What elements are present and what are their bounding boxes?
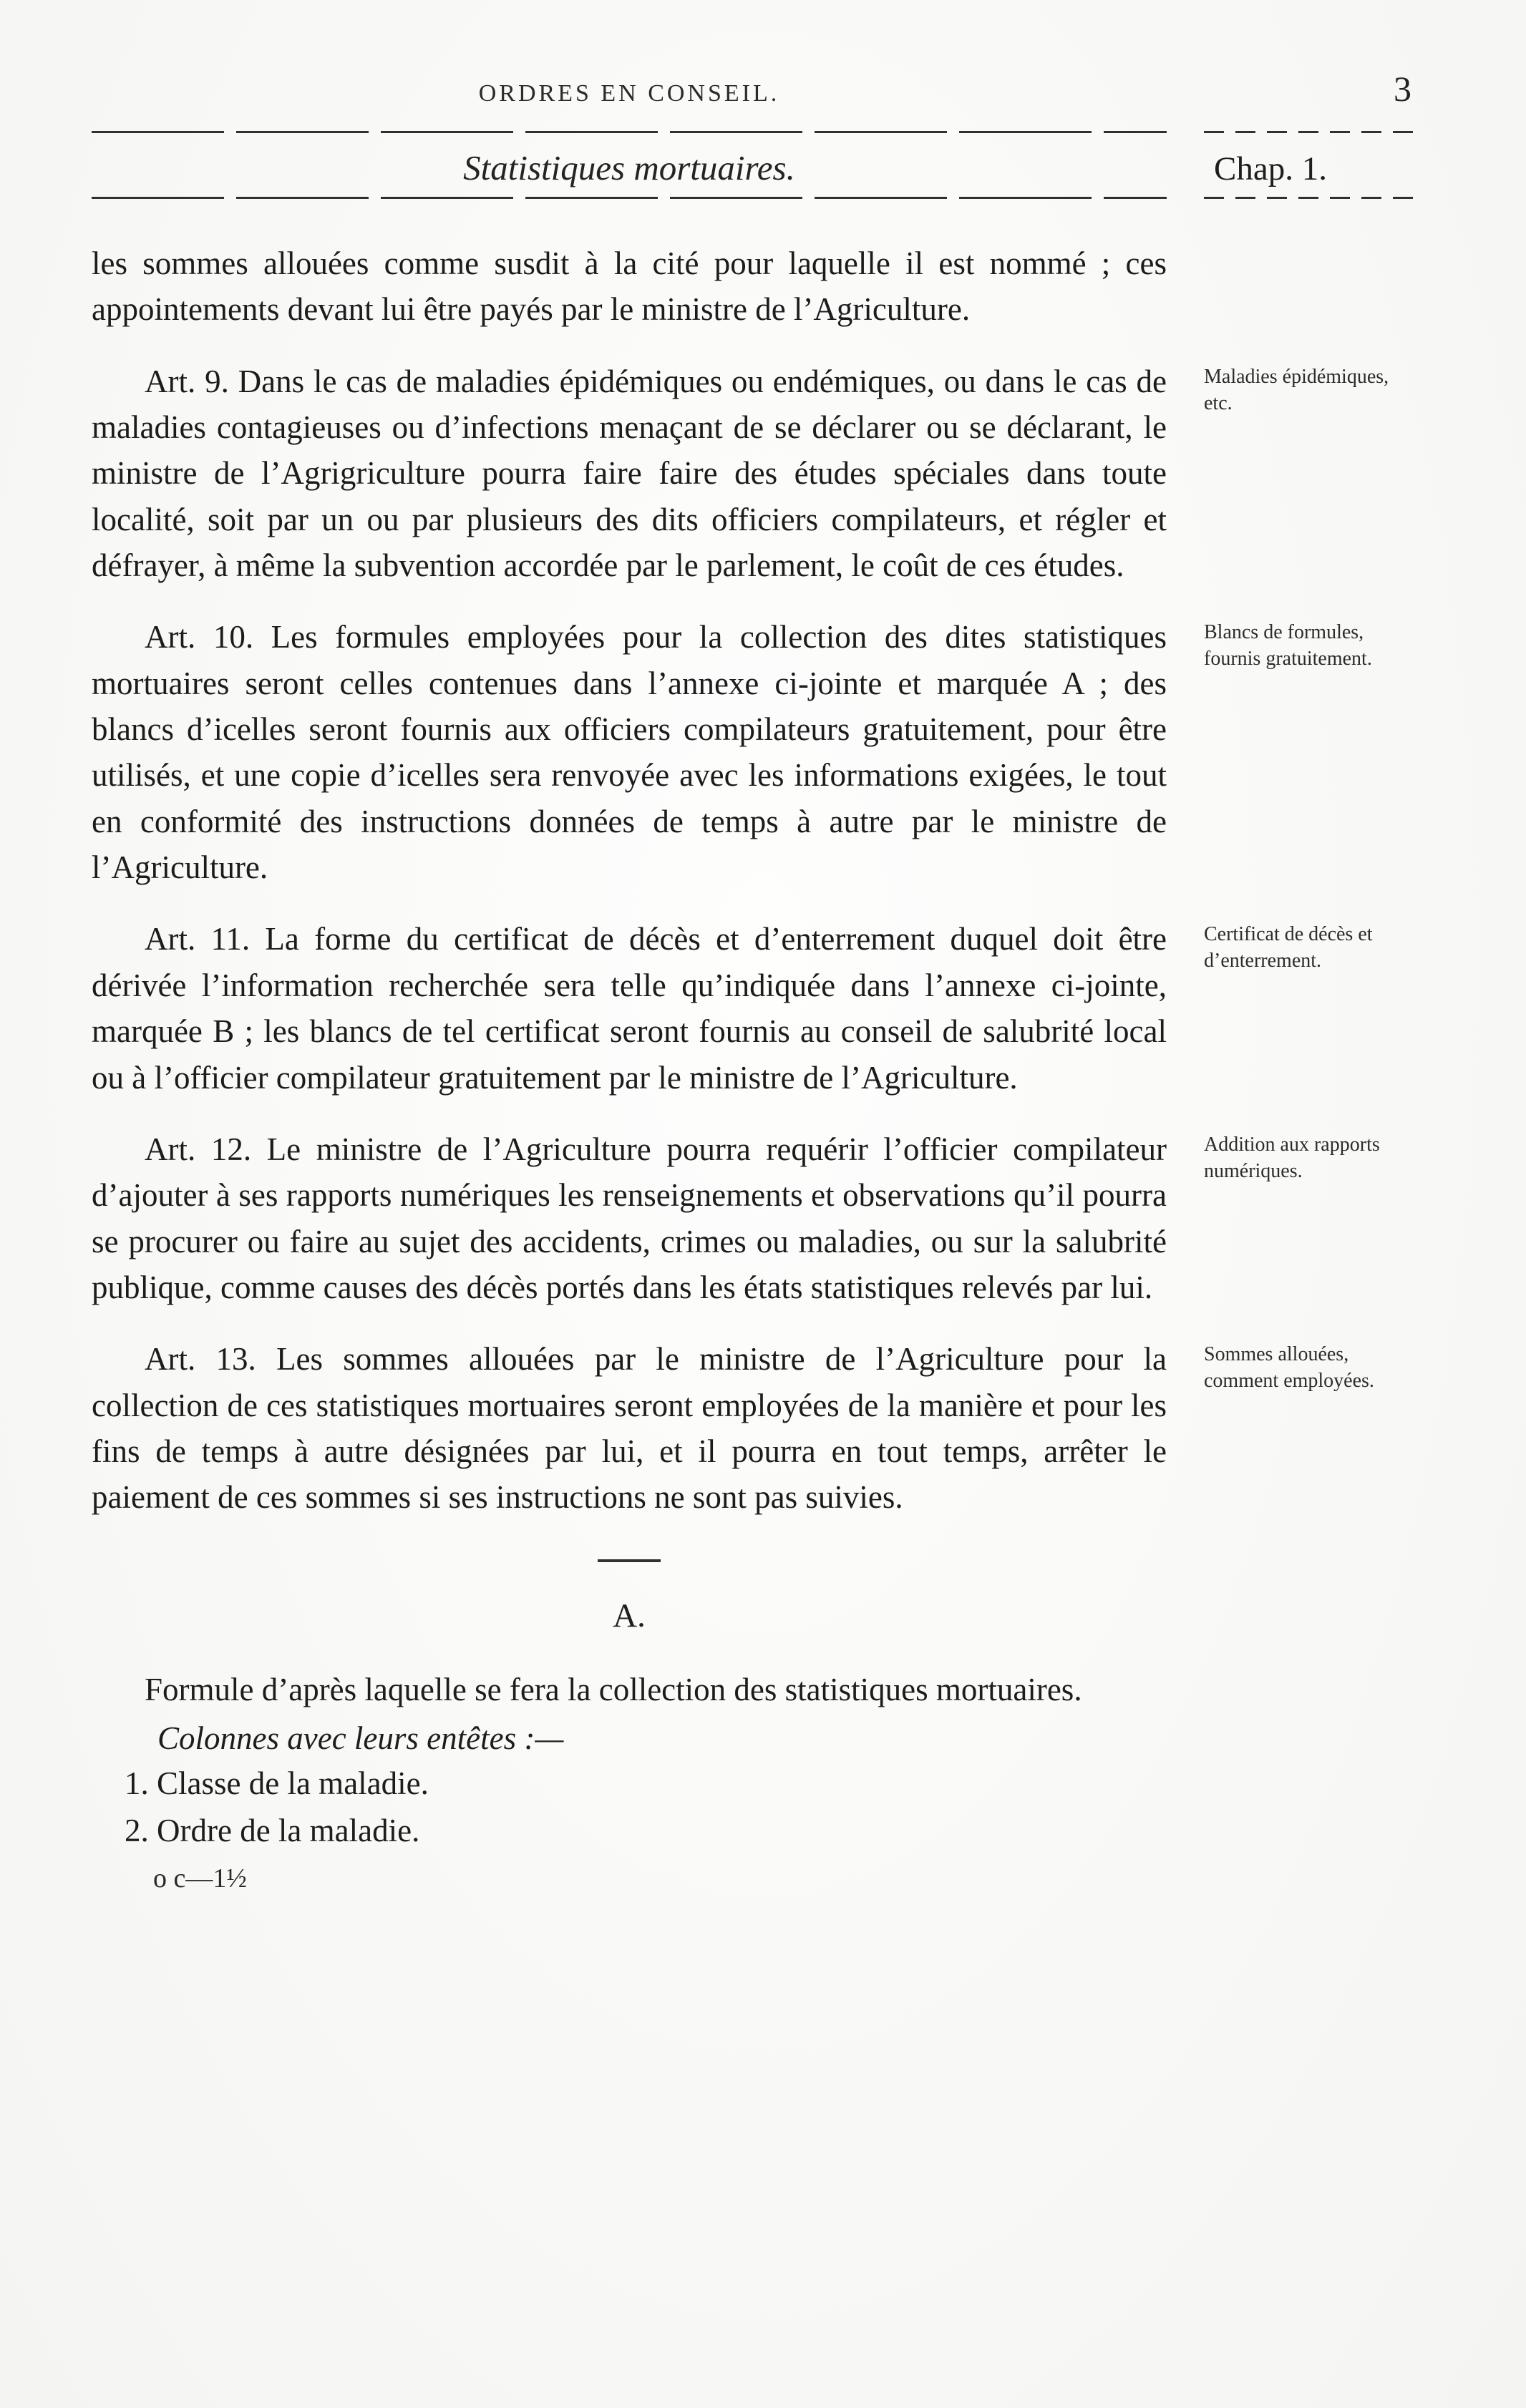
top-rule-main-segment bbox=[92, 131, 1167, 133]
margin-note bbox=[1204, 240, 1419, 333]
top-rule-right-segment bbox=[1204, 131, 1419, 133]
annex-section bbox=[92, 1546, 1419, 1895]
margin-note: Maladies épidémiques, etc. bbox=[1204, 365, 1389, 414]
margin-note: Blancs de formules, fournis gratuitement. bbox=[1204, 621, 1372, 671]
subheader-rule bbox=[92, 197, 1419, 199]
paragraph-row bbox=[92, 916, 1419, 1100]
document-body bbox=[92, 240, 1419, 1894]
paragraph-art-12: Art. 12. Le ministre de l’Agriculture pourra requérir l’officier compilateur d’ajouter à ses rapports numériques les renseignements et observations qu’il pourra se procurer ou faire au sujet des accidents, crimes ou maladies, ou sur la salubrité publique, comme causes des décès portés dans les états statistiques relevés par lui. bbox=[92, 1131, 1167, 1305]
margin-note: Addition aux rapports numériques. bbox=[1204, 1133, 1380, 1182]
margin-note: Sommes allouées, comment employées. bbox=[1204, 1343, 1374, 1393]
list-item-2: 2. Ordre de la maladie. bbox=[125, 1813, 420, 1849]
page-header bbox=[92, 68, 1419, 109]
paragraph-art-11: Art. 11. La forme du certificat de décès et d’enterrement duquel doit être dérivée l’information recherchée sera telle qu’indiquée dans l’annexe ci-jointe, marquée B ; les blancs de tel certificat seront fournis au conseil de salubrité local ou à l’officier compilateur gratuitement par le ministre de l’Agriculture. bbox=[92, 921, 1167, 1096]
paragraph-art-10: Art. 10. Les formules employées pour la collection des dites statistiques mortuaires seront celles contenues dans l’annexe ci-jointe et marquée A ; des blancs d’icelles seront fournis aux officiers compilateurs gratuitement, pour être utilisés, et une copie d’icelles sera renvoyée avec les informations exigées, le tout en conformité des instructions données de temps à autre par le ministre de l’Agriculture. bbox=[92, 619, 1167, 886]
subheader-rule-main-segment bbox=[92, 197, 1167, 199]
paragraph-art-9: Art. 9. Dans le cas de maladies épidémiques ou endémiques, ou dans le cas de maladies contagieuses ou d’infections menaçant de se déclarer ou se déclarant, le ministre de l’Agrigriculture pourra faire faire des études spéciales dans toute localité, soit par un ou par plusieurs des dits officiers compilateurs, et régler et défrayer, à même la subvention accordée par le parlement, le coût de ces études. bbox=[92, 363, 1167, 584]
section-divider-rule bbox=[598, 1559, 661, 1562]
paragraph-art-13: Art. 13. Les sommes allouées par le ministre de l’Agriculture pour la collection de ces statistiques mortuaires seront employées de la manière et pour les fins de temps à autre désignées par lui, et il pourra en tout temps, arrêter le paiement de ces sommes si ses instructions ne sont pas suivies. bbox=[92, 1341, 1167, 1516]
paragraph-row bbox=[92, 240, 1419, 333]
chapter-label: Chap. 1. bbox=[1214, 150, 1327, 187]
running-title: Statistiques mortuaires. bbox=[463, 148, 795, 187]
page-number: 3 bbox=[1394, 69, 1411, 109]
columns-heading: Colonnes avec leurs entêtes :— bbox=[157, 1720, 564, 1756]
margin-note: Certificat de décès et d’enterrement. bbox=[1204, 923, 1373, 973]
subheader-rule-right-segment bbox=[1204, 197, 1419, 199]
annex-margin-column bbox=[1204, 1546, 1419, 1895]
header-title: ORDRES EN CONSEIL. bbox=[478, 80, 780, 107]
subheader bbox=[92, 147, 1419, 188]
printer-signature-mark: o c—1½ bbox=[153, 1863, 247, 1894]
list-item-1: 1. Classe de la maladie. bbox=[125, 1765, 429, 1801]
paragraph-row bbox=[92, 1126, 1419, 1310]
paragraph-row bbox=[92, 614, 1419, 890]
paragraph-row bbox=[92, 359, 1419, 589]
top-rule bbox=[92, 131, 1419, 133]
paragraph-row bbox=[92, 1336, 1419, 1520]
annex-column bbox=[92, 1546, 1167, 1895]
annex-label: A. bbox=[613, 1597, 646, 1634]
annex-intro: Formule d’après laquelle se fera la collection des statistiques mortuaires. bbox=[145, 1671, 1082, 1707]
paragraph-continuation: les sommes allouées comme susdit à la cité pour laquelle il est nommé ; ces appointements devant lui être payés par le ministre de l’Agriculture. bbox=[92, 245, 1167, 328]
